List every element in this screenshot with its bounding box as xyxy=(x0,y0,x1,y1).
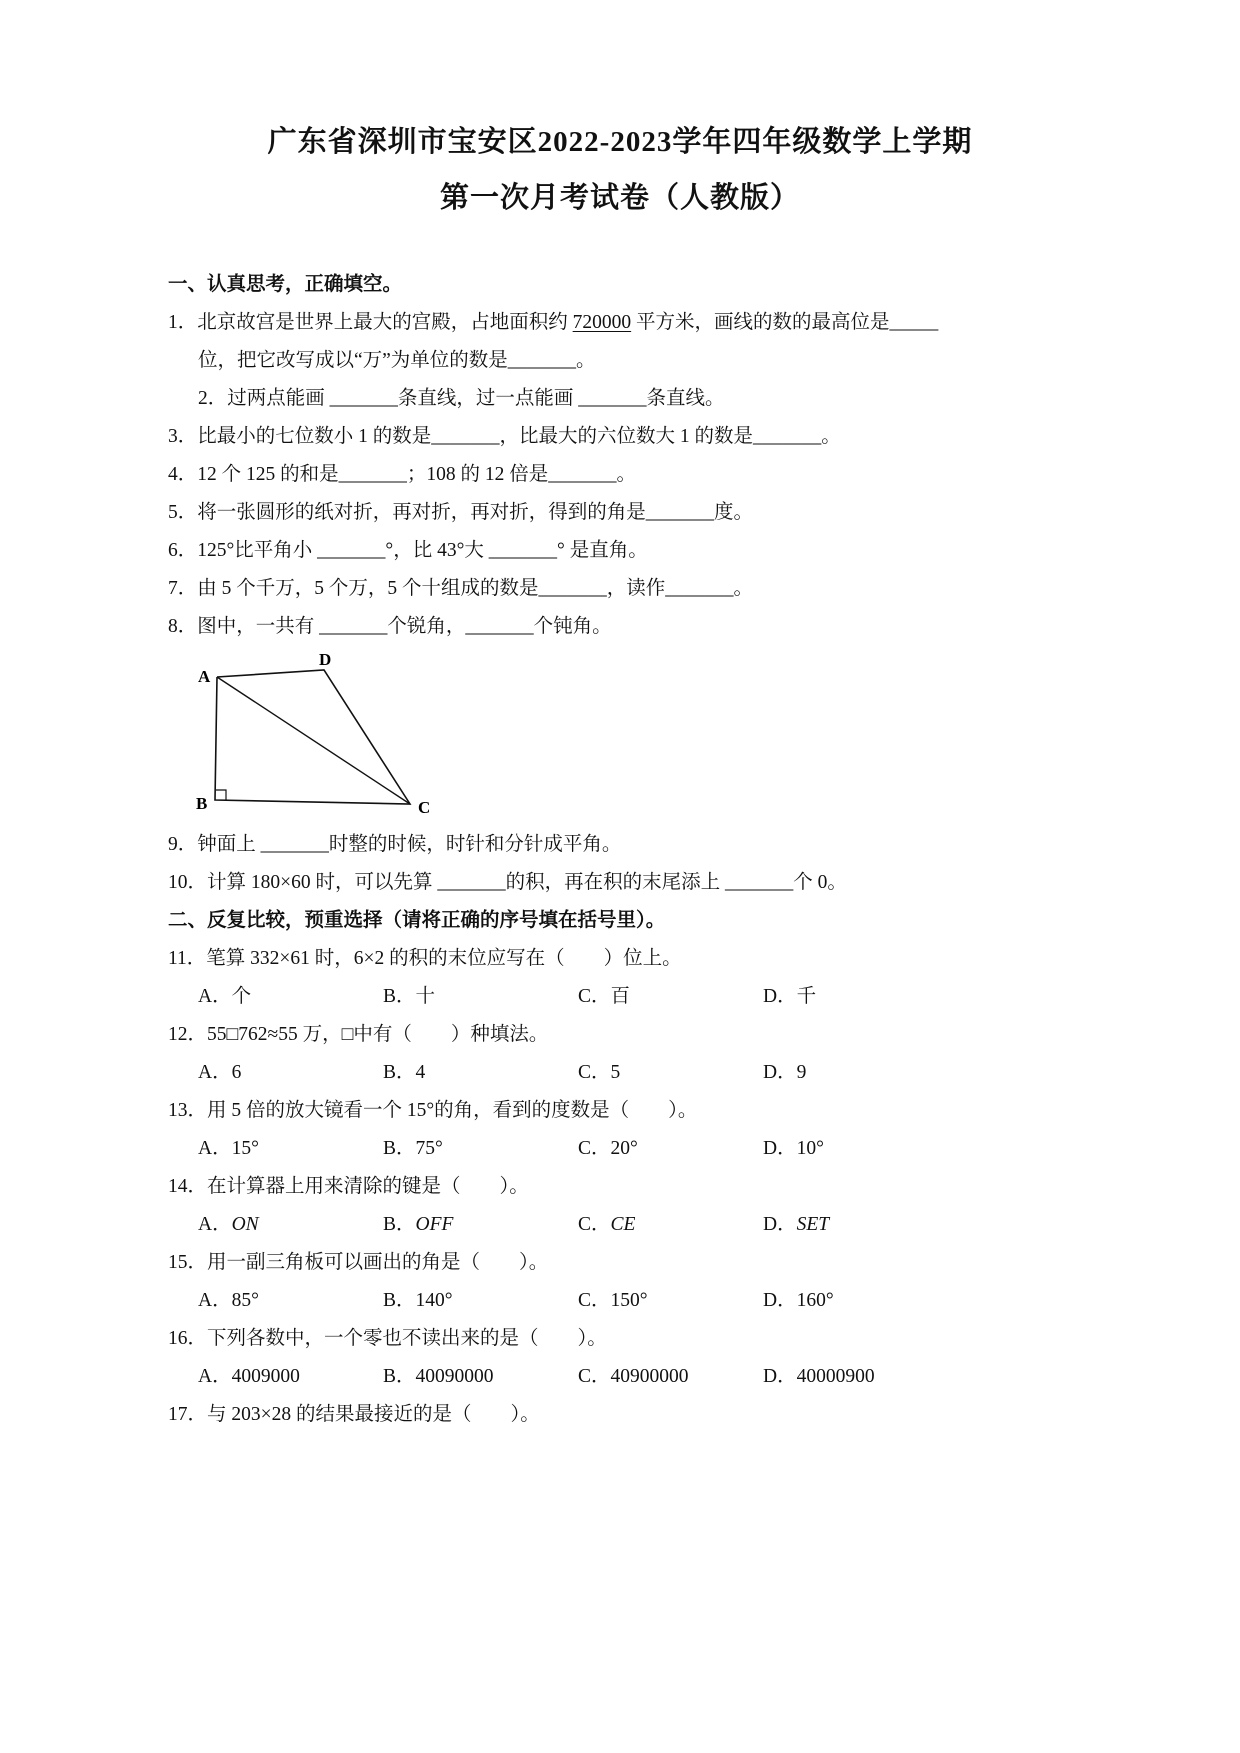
option-b xyxy=(383,1358,578,1396)
question-10: 10．计算 180×60 时，可以先算 _______的积，再在积的末尾添上 _______个 0。 xyxy=(168,872,847,893)
option-value: 10° xyxy=(796,1138,824,1159)
question-1 xyxy=(168,304,1072,342)
option-a xyxy=(198,978,383,1016)
option-letter: D． xyxy=(763,1214,797,1235)
question-11-options xyxy=(168,978,1072,1016)
option-letter: A． xyxy=(198,1290,232,1311)
option-value: ON xyxy=(231,1214,259,1235)
question-12: 12．55□762≈55 万，□中有（ ）种填法。 xyxy=(168,1024,549,1045)
option-a xyxy=(198,1130,383,1168)
option-c xyxy=(578,1282,763,1320)
option-value: 4009000 xyxy=(231,1366,300,1387)
question-7: 7．由 5 个千万，5 个万，5 个十组成的数是_______，读作_______。 xyxy=(168,578,754,599)
option-value: 20° xyxy=(610,1138,638,1159)
question-14-options xyxy=(168,1206,1072,1244)
option-b xyxy=(383,1206,578,1244)
option-letter: C． xyxy=(578,1290,611,1311)
option-a xyxy=(198,1054,383,1092)
option-letter: B． xyxy=(383,1366,416,1387)
option-value: 75° xyxy=(415,1138,443,1159)
paper-title-line-1: 广东省深圳市宝安区2022-2023学年四年级数学上学期 xyxy=(267,126,973,158)
geometry-figure xyxy=(192,652,1072,822)
option-value: 40000900 xyxy=(796,1366,875,1387)
option-value: 个 xyxy=(231,986,252,1007)
option-letter: A． xyxy=(198,986,232,1007)
question-6: 6．125°比平角小 _______°，比 43°大 _______° 是直角。 xyxy=(168,540,648,561)
question-13: 13．用 5 倍的放大镜看一个 15°的角，看到的度数是（ ）。 xyxy=(168,1100,698,1121)
question-5: 5．将一张圆形的纸对折，再对折，再对折，得到的角是_______度。 xyxy=(168,502,754,523)
option-value: CE xyxy=(610,1214,636,1235)
option-d xyxy=(763,1282,1072,1320)
option-letter: C． xyxy=(578,1062,611,1083)
option-d xyxy=(763,1358,1072,1396)
question-14: 14．在计算器上用来清除的键是（ ）。 xyxy=(168,1176,529,1197)
question-16: 16．下列各数中，一个零也不读出来的是（ ）。 xyxy=(168,1328,607,1349)
question-1-text-b: 平方米，画线的数的最高位是_____ xyxy=(631,312,939,333)
option-a xyxy=(198,1358,383,1396)
option-letter: B． xyxy=(383,1290,416,1311)
option-a xyxy=(198,1282,383,1320)
question-3: 3．比最小的七位数小 1 的数是_______，比最大的六位数大 1 的数是_______。 xyxy=(168,426,841,447)
vertex-label-b: B xyxy=(196,794,208,813)
option-letter: D． xyxy=(763,986,797,1007)
option-d xyxy=(763,978,1072,1016)
option-letter: D． xyxy=(763,1366,797,1387)
option-value: 160° xyxy=(796,1290,834,1311)
question-15: 15．用一副三角板可以画出的角是（ ）。 xyxy=(168,1252,549,1273)
option-letter: D． xyxy=(763,1138,797,1159)
option-letter: B． xyxy=(383,1062,416,1083)
option-value: OFF xyxy=(415,1214,454,1235)
option-letter: A． xyxy=(198,1214,232,1235)
option-value: 40900000 xyxy=(610,1366,689,1387)
option-c xyxy=(578,1206,763,1244)
option-letter: B． xyxy=(383,1138,416,1159)
option-value: 40090000 xyxy=(415,1366,494,1387)
option-letter: C． xyxy=(578,1366,611,1387)
option-value: 千 xyxy=(796,986,817,1007)
option-value: 6 xyxy=(231,1062,242,1083)
question-13-options xyxy=(168,1130,1072,1168)
option-letter: D． xyxy=(763,1290,797,1311)
question-16-options xyxy=(168,1358,1072,1396)
question-17: 17．与 203×28 的结果最接近的是（ ）。 xyxy=(168,1404,540,1425)
option-d xyxy=(763,1206,1072,1244)
option-value: 4 xyxy=(415,1062,426,1083)
option-letter: B． xyxy=(383,986,416,1007)
option-value: 百 xyxy=(610,986,631,1007)
option-letter: A． xyxy=(198,1062,232,1083)
question-1-continuation: 位，把它改写成以“万”为单位的数是_______。 xyxy=(198,350,596,371)
question-8: 8．图中，一共有 _______个锐角，_______个钝角。 xyxy=(168,616,612,637)
vertex-label-d: D xyxy=(319,652,332,669)
question-12-options xyxy=(168,1054,1072,1092)
option-letter: C． xyxy=(578,1138,611,1159)
option-c xyxy=(578,1054,763,1092)
question-1-underlined-number: 720000 xyxy=(572,312,632,333)
option-letter: B． xyxy=(383,1214,416,1235)
option-a xyxy=(198,1206,383,1244)
option-c xyxy=(578,1130,763,1168)
paper-title-line-2: 第一次月考试卷（人教版） xyxy=(439,182,800,214)
trapezoid-diagram xyxy=(192,652,442,822)
option-b xyxy=(383,1130,578,1168)
option-value: SET xyxy=(796,1214,830,1235)
option-b xyxy=(383,1282,578,1320)
option-letter: C． xyxy=(578,1214,611,1235)
option-letter: D． xyxy=(763,1062,797,1083)
option-c xyxy=(578,978,763,1016)
option-b xyxy=(383,1054,578,1092)
option-letter: A． xyxy=(198,1138,232,1159)
option-value: 85° xyxy=(231,1290,259,1311)
question-2: 2．过两点能画 _______条直线，过一点能画 _______条直线。 xyxy=(198,388,725,409)
option-value: 150° xyxy=(610,1290,648,1311)
option-letter: A． xyxy=(198,1366,232,1387)
section-1-heading: 一、认真思考，正确填空。 xyxy=(168,274,403,295)
option-d xyxy=(763,1130,1072,1168)
option-value: 140° xyxy=(415,1290,453,1311)
option-c xyxy=(578,1358,763,1396)
option-value: 15° xyxy=(231,1138,259,1159)
option-value: 5 xyxy=(610,1062,621,1083)
vertex-label-c: C xyxy=(418,798,431,817)
option-value: 9 xyxy=(796,1062,807,1083)
option-b xyxy=(383,978,578,1016)
question-11: 11．笔算 332×61 时，6×2 的积的末位应写在（ ）位上。 xyxy=(168,948,682,969)
option-letter: C． xyxy=(578,986,611,1007)
question-4: 4．12 个 125 的和是_______；108 的 12 倍是_______。 xyxy=(168,464,637,485)
vertex-label-a: A xyxy=(198,667,211,686)
question-1-text-a: 1．北京故宫是世界上最大的宫殿，占地面积约 xyxy=(168,312,573,333)
option-d xyxy=(763,1054,1072,1092)
option-value: 十 xyxy=(415,986,436,1007)
section-2-heading: 二、反复比较，预重选择（请将正确的序号填在括号里）。 xyxy=(168,910,666,931)
question-15-options xyxy=(168,1282,1072,1320)
question-9: 9．钟面上 _______时整的时候，时针和分针成平角。 xyxy=(168,834,622,855)
